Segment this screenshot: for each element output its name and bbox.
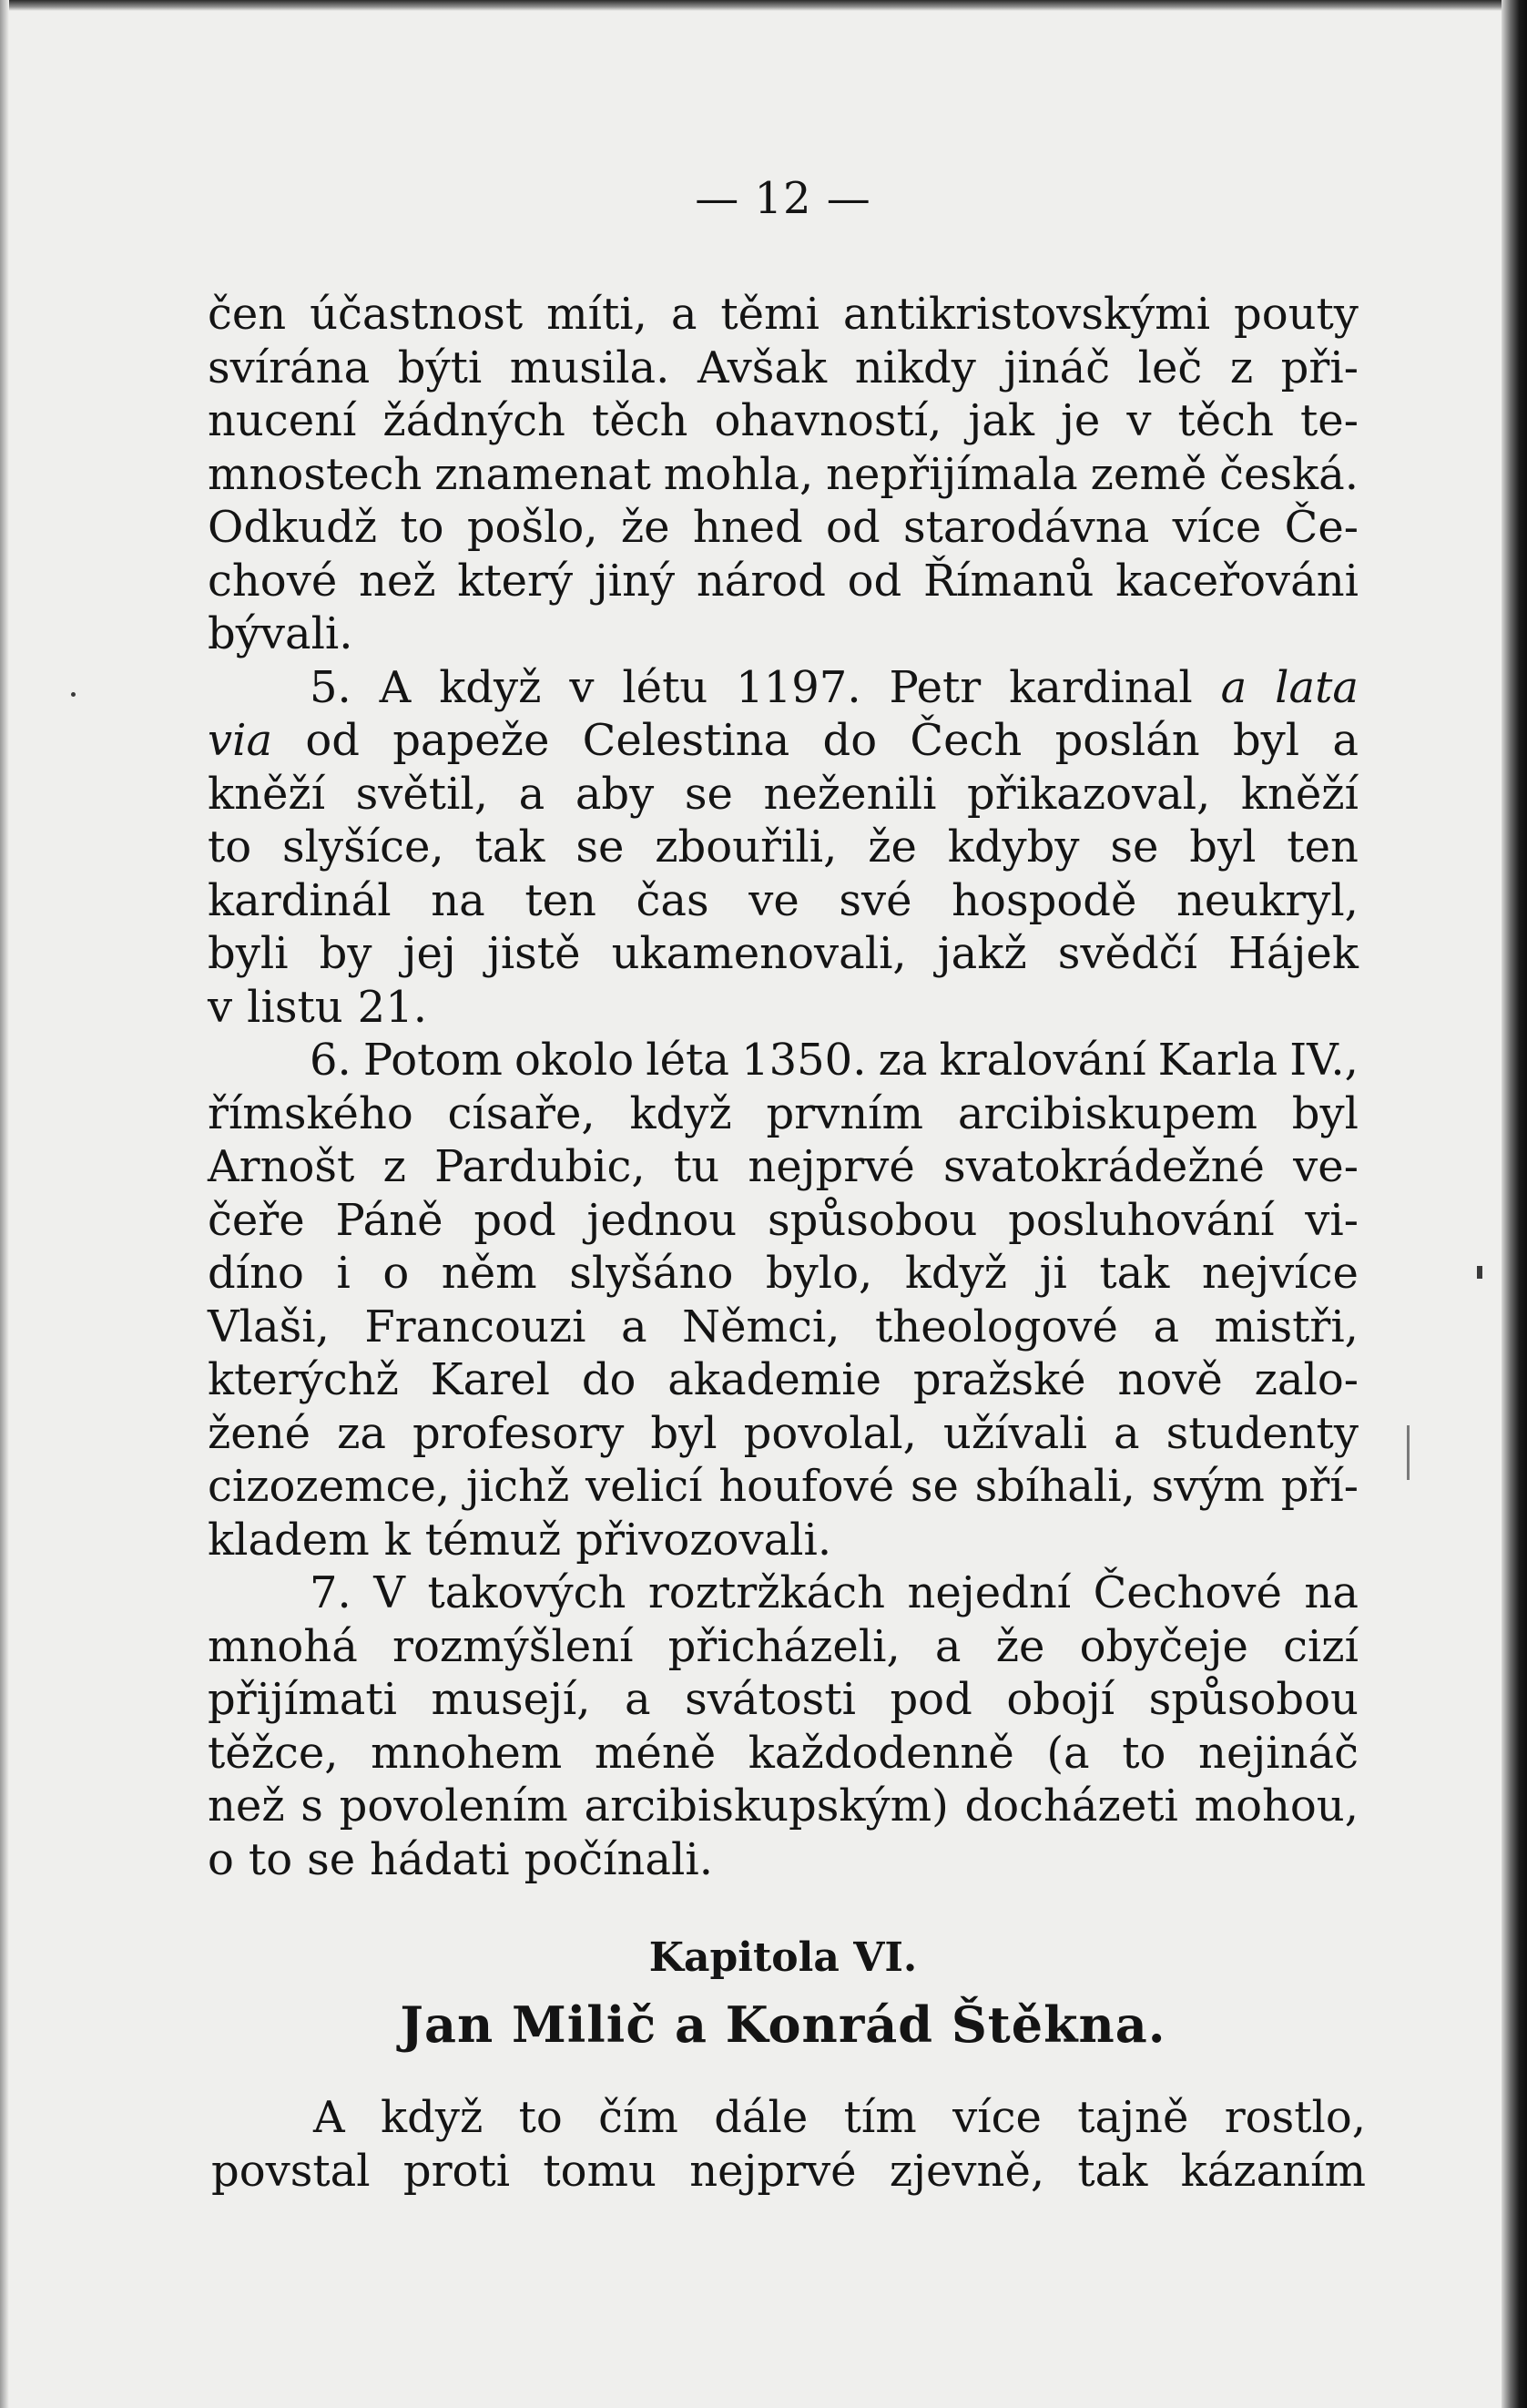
- word: Arnošt: [208, 1141, 355, 1192]
- word: slyšíce,: [282, 821, 444, 872]
- word: obojí: [1006, 1674, 1115, 1725]
- word: byl: [650, 1407, 718, 1459]
- word: více: [952, 2092, 1042, 2143]
- text-line: [208, 1673, 1359, 1727]
- word: velicí: [585, 1461, 703, 1512]
- word: 7.: [310, 1567, 351, 1618]
- word: těžce,: [208, 1727, 339, 1779]
- word: mohou,: [1194, 1780, 1359, 1832]
- word: Če-: [1284, 502, 1359, 553]
- word: a: [670, 289, 697, 340]
- word: se: [910, 1461, 959, 1512]
- word: hospodě: [952, 874, 1137, 926]
- word: a: [625, 1674, 651, 1725]
- word: Čech: [910, 715, 1023, 766]
- word: listu: [247, 981, 343, 1033]
- text-line: [208, 501, 1359, 555]
- text-line: [208, 342, 1359, 395]
- word: když: [904, 1248, 1008, 1299]
- text-line: [208, 607, 1359, 661]
- word: pražské: [912, 1354, 1086, 1405]
- word: sbíhali,: [974, 1461, 1135, 1512]
- word: do: [581, 1354, 636, 1405]
- word: méně: [594, 1727, 717, 1779]
- word: každodenně: [748, 1727, 1014, 1779]
- word: ukamenovali,: [611, 928, 907, 979]
- word: svátosti: [685, 1674, 856, 1725]
- word: s: [300, 1780, 323, 1832]
- word: pod: [890, 1674, 972, 1725]
- scan-speck: [1407, 1425, 1410, 1480]
- word: byli: [208, 928, 289, 979]
- word: z: [1229, 342, 1254, 393]
- word: nikdy: [854, 342, 976, 393]
- chapter-title: Jan Milič a Konrád Štěkna.: [400, 1995, 1166, 2054]
- word: tím: [843, 2092, 917, 2143]
- word: slyšáno: [569, 1248, 734, 1299]
- word: užívali: [942, 1407, 1087, 1459]
- word: Pardubic,: [434, 1141, 646, 1192]
- word: chové: [208, 555, 338, 607]
- word: kralování: [939, 1035, 1146, 1086]
- main-paragraphs: [208, 288, 1359, 1886]
- word: bývali.: [208, 608, 353, 659]
- word: mnostech: [208, 448, 422, 500]
- word: že: [995, 1620, 1045, 1672]
- text-line: [208, 661, 1359, 715]
- word: mohla,: [663, 448, 814, 500]
- word: via: [208, 715, 273, 766]
- word: létu: [622, 661, 708, 713]
- word: poslán: [1054, 715, 1200, 766]
- word: Potom: [362, 1035, 503, 1086]
- word: te-: [1300, 395, 1359, 446]
- word: i: [336, 1248, 351, 1299]
- word: když: [629, 1087, 732, 1139]
- text-line: [208, 448, 1359, 502]
- word: ji: [1039, 1248, 1067, 1299]
- word: od: [305, 715, 360, 766]
- word: žené: [208, 1407, 311, 1459]
- word: od: [847, 555, 902, 607]
- word: aby: [575, 768, 655, 820]
- text-line: [208, 1353, 1359, 1407]
- word: Němci,: [682, 1301, 840, 1352]
- word: byl: [1189, 821, 1257, 872]
- word: svatokrádežné: [942, 1141, 1265, 1192]
- word: římského: [208, 1087, 413, 1139]
- word: býti: [397, 342, 483, 393]
- text-line: [208, 821, 1359, 874]
- word: povolal,: [743, 1407, 917, 1459]
- word: spůsobou: [768, 1194, 978, 1246]
- word: akademie: [667, 1354, 882, 1405]
- word: pošlo,: [466, 502, 598, 553]
- word: jakž: [937, 928, 1027, 979]
- word: zbouřili,: [655, 821, 838, 872]
- word: to: [518, 2092, 563, 2143]
- word: čas: [636, 874, 709, 926]
- word: který: [457, 555, 574, 607]
- text-line: [208, 1194, 1359, 1248]
- word: jináč: [1003, 342, 1111, 393]
- word: kterýchž: [208, 1354, 399, 1405]
- word: cizí: [1283, 1620, 1359, 1672]
- word: v: [569, 661, 595, 713]
- word: rostlo,: [1224, 2092, 1366, 2143]
- word: kardinal: [1009, 661, 1193, 713]
- word: pří-: [1280, 1461, 1359, 1512]
- scan-speck: [71, 692, 76, 697]
- word: ten: [524, 874, 596, 926]
- word: proti: [402, 2145, 511, 2197]
- word: přikazoval,: [967, 768, 1211, 820]
- word: theologové: [875, 1301, 1118, 1352]
- word: takových: [427, 1567, 626, 1618]
- word: tu: [673, 1141, 720, 1192]
- word: svědčí: [1057, 928, 1197, 979]
- text-line: [208, 1247, 1359, 1301]
- word: a: [1332, 715, 1359, 766]
- word: to: [1122, 1727, 1166, 1779]
- word: nejední: [907, 1567, 1072, 1618]
- word: prvním: [766, 1087, 924, 1139]
- word: Avšak: [697, 342, 828, 393]
- word: své: [839, 874, 912, 926]
- word: tomu: [543, 2145, 657, 2197]
- word: a: [1153, 1301, 1180, 1352]
- word: Čechové: [1093, 1567, 1282, 1618]
- word: jistě: [486, 928, 581, 979]
- word: V: [373, 1567, 405, 1618]
- word: ve-: [1293, 1141, 1359, 1192]
- word: jichž: [465, 1461, 570, 1512]
- word: znamenat: [434, 448, 651, 500]
- word: to: [208, 821, 252, 872]
- word: počínali.: [524, 1833, 714, 1885]
- word: nucení: [208, 395, 357, 446]
- word: studenty: [1166, 1407, 1359, 1459]
- word: když: [381, 2092, 484, 2143]
- word: Páně: [335, 1194, 443, 1246]
- text-line: [211, 2145, 1366, 2199]
- word: 6.: [310, 1035, 351, 1086]
- word: od: [826, 502, 881, 553]
- word: 1350.: [741, 1035, 867, 1086]
- word: dále: [714, 2092, 809, 2143]
- word: jiný: [594, 555, 676, 607]
- word: více: [1172, 502, 1262, 553]
- word: zalo-: [1254, 1354, 1359, 1405]
- word: Hájek: [1228, 928, 1359, 979]
- word: a: [934, 1620, 962, 1672]
- word: že: [620, 502, 670, 553]
- word: papeže: [392, 715, 550, 766]
- word: v: [1126, 395, 1152, 446]
- word: Karel: [430, 1354, 550, 1405]
- word: v: [208, 981, 233, 1033]
- text-line: [208, 1727, 1359, 1780]
- word: se: [307, 1833, 356, 1885]
- word: nejprvé: [689, 2145, 857, 2197]
- word: jej: [402, 928, 456, 979]
- word: kaceřováni: [1115, 555, 1359, 607]
- word: byl: [1291, 1087, 1359, 1139]
- word: bylo,: [765, 1248, 873, 1299]
- word: kdyby: [947, 821, 1080, 872]
- word: vi-: [1305, 1194, 1359, 1246]
- word: cizozemce,: [208, 1461, 451, 1512]
- word: za: [878, 1035, 928, 1086]
- word: kněží: [208, 768, 326, 820]
- word: a: [1220, 661, 1247, 713]
- text-line: [208, 1460, 1359, 1514]
- word: IV.,: [1289, 1035, 1359, 1086]
- word: starodávna: [902, 502, 1150, 553]
- word: jak: [968, 395, 1034, 446]
- text-line: [208, 1087, 1359, 1141]
- word: mnohem: [371, 1727, 563, 1779]
- word: přivozovali.: [575, 1514, 832, 1566]
- text-line: [208, 1301, 1359, 1354]
- word: něm: [441, 1248, 537, 1299]
- word: neukryl,: [1176, 874, 1359, 926]
- word: to: [248, 1833, 293, 1885]
- word: čen: [208, 289, 287, 340]
- text-line: [208, 1407, 1359, 1461]
- word: Francouzi: [364, 1301, 586, 1352]
- word: kázaním: [1180, 2145, 1366, 2197]
- word: světil,: [355, 768, 489, 820]
- word: 5.: [310, 661, 351, 713]
- word: že: [868, 821, 917, 872]
- text-line: [208, 1140, 1359, 1194]
- word: houfové: [718, 1461, 895, 1512]
- word: spůsobou: [1148, 1674, 1359, 1725]
- word: svým: [1151, 1461, 1265, 1512]
- text-line: [208, 394, 1359, 448]
- text-line: [208, 874, 1359, 928]
- word: o: [382, 1248, 410, 1299]
- word: pod: [473, 1194, 556, 1246]
- word: obyčeje: [1079, 1620, 1248, 1672]
- text-line: [208, 768, 1359, 821]
- word: kardinál: [208, 874, 392, 926]
- word: ve: [748, 874, 799, 926]
- word: přicházeli,: [667, 1620, 901, 1672]
- word: národ: [696, 555, 826, 607]
- word: neženili: [763, 768, 937, 820]
- word: Karla: [1157, 1035, 1278, 1086]
- word: za: [337, 1407, 386, 1459]
- text-line: [208, 1780, 1359, 1833]
- word: než: [208, 1780, 285, 1832]
- word: antikristovskými: [842, 289, 1211, 340]
- word: tak: [1099, 1248, 1170, 1299]
- word: docházeti: [964, 1780, 1178, 1832]
- chapter-number: Kapitola VI.: [648, 1934, 918, 1981]
- word: leč: [1137, 342, 1203, 393]
- word: díno: [208, 1248, 304, 1299]
- text-line: [208, 1034, 1359, 1087]
- word: nejvíce: [1201, 1248, 1359, 1299]
- word: na: [431, 874, 485, 926]
- word: A: [313, 2092, 345, 2143]
- word: než: [358, 555, 436, 607]
- word: posluhování: [1008, 1194, 1275, 1246]
- word: Petr: [889, 661, 982, 713]
- word: nově: [1117, 1354, 1223, 1405]
- word: svírána: [208, 342, 371, 393]
- scan-speck: [1477, 1266, 1482, 1279]
- word: lata: [1275, 661, 1359, 713]
- word: musila.: [509, 342, 670, 393]
- word: (a: [1046, 1727, 1090, 1779]
- text-line: [208, 1833, 1359, 1887]
- word: a: [621, 1301, 647, 1352]
- word: žádných: [382, 395, 565, 446]
- word: nepřijímala: [826, 448, 1078, 500]
- word: Vlaši,: [208, 1301, 330, 1352]
- word: čeře: [208, 1194, 305, 1246]
- word: se: [684, 768, 733, 820]
- word: a: [518, 768, 545, 820]
- word: císaře,: [447, 1087, 596, 1139]
- word: tajně: [1077, 2092, 1189, 2143]
- word: jednou: [586, 1194, 738, 1246]
- text-line: [208, 1566, 1359, 1620]
- word: kladem: [208, 1514, 370, 1566]
- word: 21.: [357, 981, 428, 1033]
- chapter-paragraph: [211, 2091, 1366, 2198]
- word: povolením: [339, 1780, 568, 1832]
- word: A: [379, 661, 412, 713]
- word: když: [439, 661, 542, 713]
- word: Římanů: [922, 555, 1094, 607]
- text-line: [208, 1620, 1359, 1674]
- word: ten: [1287, 821, 1359, 872]
- word: Celestina: [582, 715, 790, 766]
- word: profesory: [412, 1407, 625, 1459]
- word: se: [1110, 821, 1159, 872]
- text-line: [208, 981, 1359, 1035]
- word: mistři,: [1214, 1301, 1359, 1352]
- word: 1197.: [736, 661, 861, 713]
- word: arcibiskupským): [584, 1780, 949, 1832]
- word: čím: [598, 2092, 678, 2143]
- word: z: [382, 1141, 406, 1192]
- word: hned: [692, 502, 803, 553]
- word: kněží: [1240, 768, 1359, 820]
- page-top-edge: [0, 0, 1527, 11]
- word: hádati: [370, 1833, 510, 1885]
- word: těch: [591, 395, 688, 446]
- word: země: [1090, 448, 1207, 500]
- word: arcibiskupem: [957, 1087, 1257, 1139]
- word: to: [400, 502, 444, 553]
- word: rozmýšlení: [392, 1620, 634, 1672]
- word: těch: [1177, 395, 1274, 446]
- word: nejprvé: [748, 1141, 915, 1192]
- word: Odkudž: [208, 502, 378, 553]
- text-line: [208, 714, 1359, 768]
- word: tak: [474, 821, 545, 872]
- word: léta: [646, 1035, 729, 1086]
- word: na: [1304, 1567, 1359, 1618]
- word: a: [1113, 1407, 1140, 1459]
- word: tak: [1077, 2145, 1148, 2197]
- word: okolo: [514, 1035, 635, 1086]
- word: česká.: [1219, 448, 1359, 500]
- text-line: [208, 288, 1359, 342]
- word: povstal: [211, 2145, 371, 2197]
- word: přijímati: [208, 1674, 398, 1725]
- word: nejináč: [1198, 1727, 1359, 1779]
- text-line: [211, 2091, 1366, 2145]
- word: o: [208, 1833, 234, 1885]
- word: témuž: [424, 1514, 562, 1566]
- word: se: [575, 821, 625, 872]
- word: do: [822, 715, 878, 766]
- text-line: [208, 927, 1359, 981]
- word: míti,: [546, 289, 647, 340]
- word: ohavností,: [714, 395, 942, 446]
- word: účastnost: [310, 289, 524, 340]
- word: zjevně,: [889, 2145, 1045, 2197]
- word: by: [319, 928, 372, 979]
- word: těmi: [720, 289, 819, 340]
- word: k: [383, 1514, 411, 1566]
- word: roztržkách: [647, 1567, 885, 1618]
- word: je: [1061, 395, 1101, 446]
- word: mnohá: [208, 1620, 358, 1672]
- word: při-: [1280, 342, 1359, 393]
- text-line: [208, 1514, 1359, 1567]
- word: pouty: [1233, 289, 1359, 340]
- word: musejí,: [431, 1674, 591, 1725]
- page-number: — 12 —: [695, 173, 871, 224]
- word: byl: [1232, 715, 1300, 766]
- text-line: [208, 555, 1359, 608]
